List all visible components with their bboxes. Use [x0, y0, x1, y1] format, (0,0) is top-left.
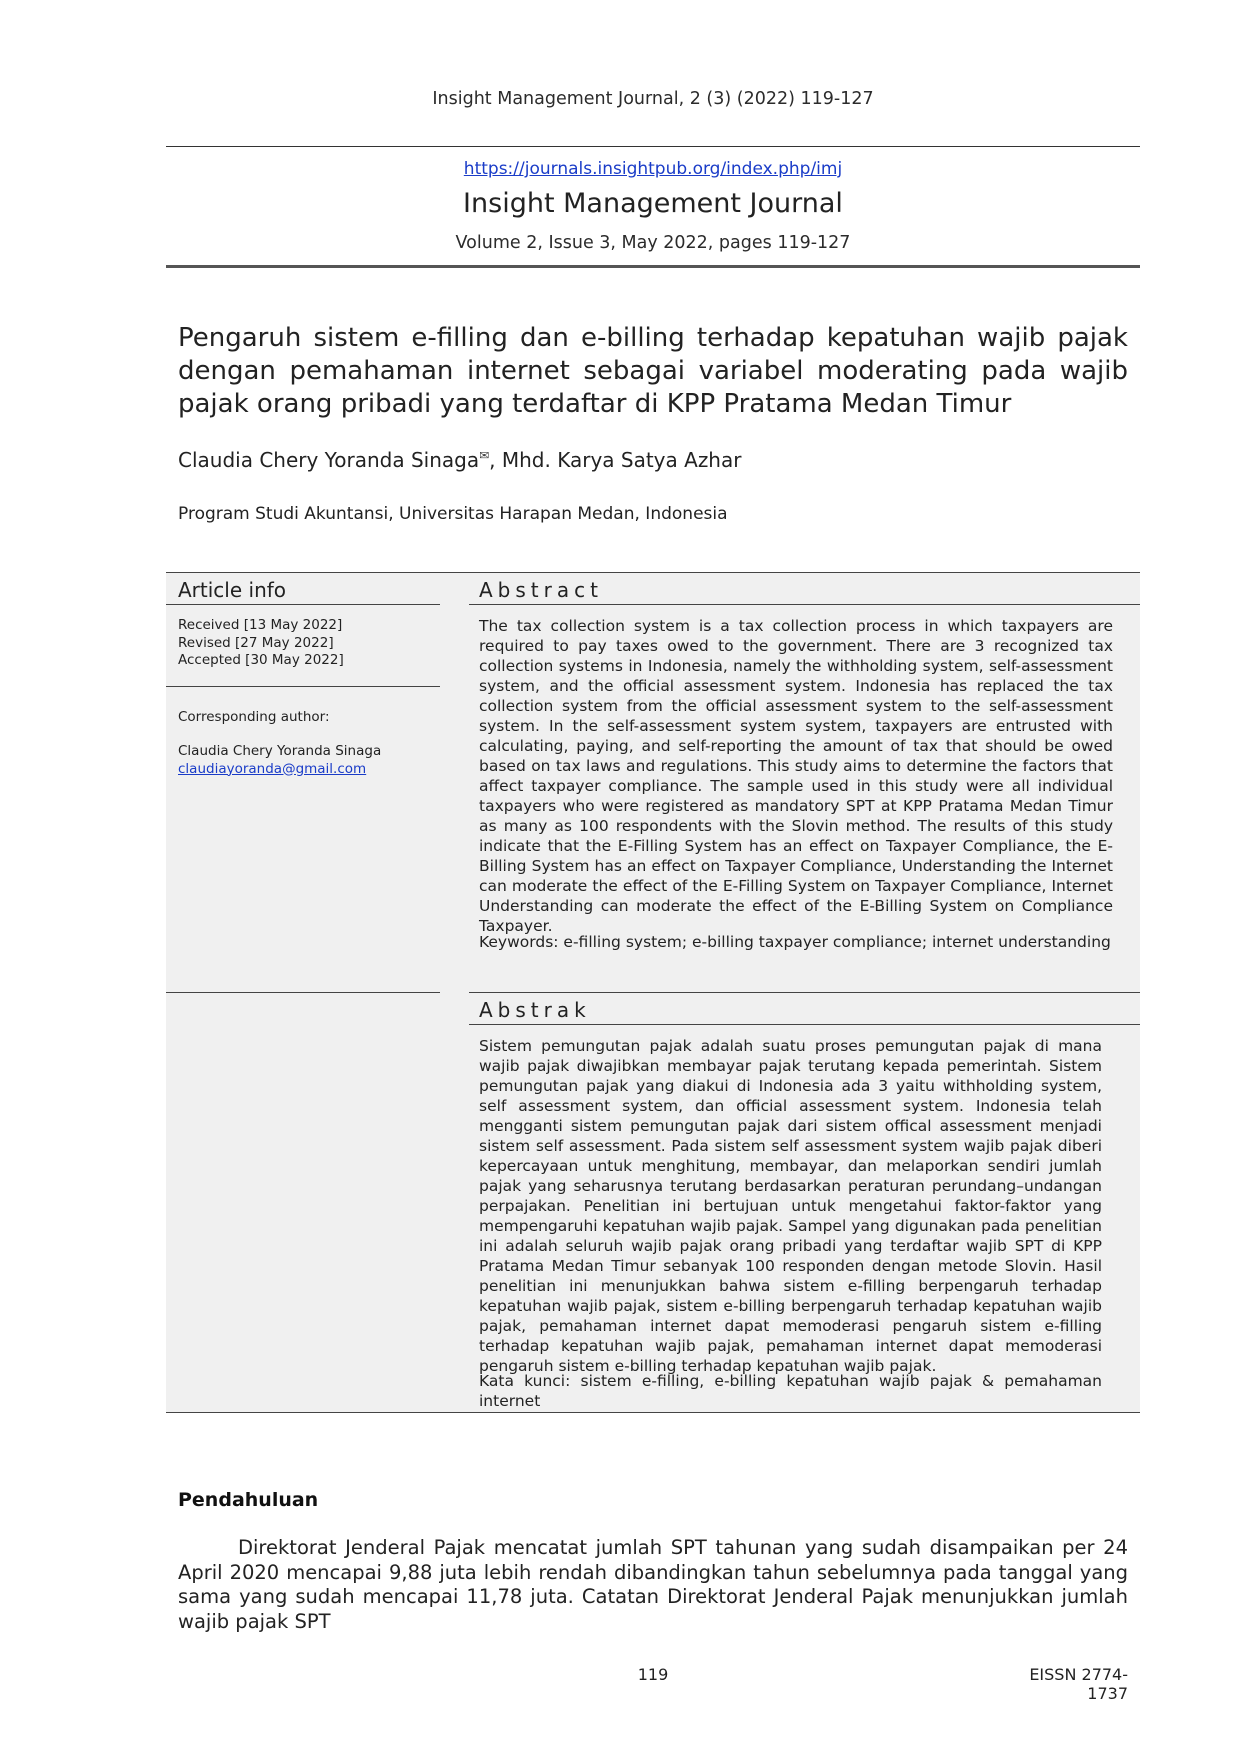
box-rule-top [166, 572, 1140, 573]
accepted-date: Accepted [30 May 2022] [178, 652, 344, 668]
box-rule-bottom [166, 1412, 1140, 1413]
journal-link[interactable]: https://journals.insightpub.org/index.php/imj [463, 159, 843, 179]
author-line [178, 448, 741, 472]
dates-rule [166, 686, 440, 687]
journal-volume: Volume 2, Issue 3, May 2022, pages 119-127 [455, 233, 851, 253]
article-title: Pengaruh sistem e-filling dan e-billing terhadap kepatuhan wajib pajak dengan pemahaman internet sebagai variabel moderating pada wajib pajak orang pribadi yang terdaftar di KPP Pratama Medan Timur [178, 323, 1128, 419]
author-1: Claudia Chery Yoranda Sinaga [178, 448, 480, 472]
abstract-rule [469, 604, 1140, 605]
abstract-text: The tax collection system is a tax collection process in which taxpayers are required to pay taxes owed to the government. There are 3 recognized tax collection systems in Indonesia, namely the withholding system, self-assessment system, and the official assessment system. Indonesia has replaced the tax collection system from the official assessment system to the self-assessment system. In the self-assessment system system, taxpayers are entrusted with calculating, paying, and self-reporting the amount of tax that should be owed based on tax laws and regulations. This study aims to determine the factors that affect taxpayer compliance. The sample used in this study were all individual taxpayers who were registered as mandatory SPT at KPP Pratama Medan Timur as many as 100 respondents with the Slovin method. The results of this study indicate that the E-Filling System has an effect on Taxpayer Compliance, the E-Billing System has an effect on Taxpayer Compliance, Understanding the Internet can moderate the effect of the E-Filling System on Taxpayer Compliance, Internet Understanding can moderate the effect of the E-Billing System on Compliance Taxpayer. [479, 617, 1113, 935]
revised-date: Revised [27 May 2022] [178, 634, 334, 651]
article-dates [178, 617, 433, 670]
corresponding-name: Claudia Chery Yoranda Sinaga [178, 743, 382, 759]
article-info-heading: Article info [178, 578, 287, 602]
abstrak-heading: Abstrak [479, 998, 591, 1022]
affiliation: Program Studi Akuntansi, Universitas Harapan Medan, Indonesia [178, 504, 728, 524]
article-info-rule [166, 604, 440, 605]
header-rule-bottom [166, 265, 1140, 268]
article-info-rule-bottom [166, 992, 440, 993]
author-2: , Mhd. Karya Satya Azhar [489, 448, 742, 472]
intro-paragraph: Direktorat Jenderal Pajak mencatat jumlah SPT tahunan yang sudah disampaikan per 24 April 2020 mencapai 9,88 juta lebih rendah dibandingkan tahun sebelumnya pada tanggal yang sama yang sudah mencapai 11,78 juta. Catatan Direktorat Jenderal Pajak menunjukkan jumlah wajib pajak SPT [178, 1536, 1128, 1633]
mail-icon: ✉ [479, 448, 490, 463]
abstrak-rule [469, 1024, 1140, 1025]
journal-url [0, 159, 1240, 179]
corresponding-author-label: Corresponding author: [178, 709, 330, 725]
abstract-keywords: Keywords: e-filling system; e-billing taxpayer compliance; internet understanding [479, 933, 1111, 951]
abstrak-keywords: Kata kunci: sistem e-filling, e-billing kepatuhan wajib pajak & pemahaman internet [479, 1372, 1102, 1410]
intro-heading: Pendahuluan [178, 1489, 319, 1511]
corresponding-email-link[interactable]: claudiayoranda@gmail.com [178, 760, 367, 777]
abstrak-text: Sistem pemungutan pajak adalah suatu proses pemungutan pajak di mana wajib pajak diwajibkan membayar pajak terutang kepada pemerintah. Sistem pemungutan pajak yang diakui di Indonesia ada 3 yaitu withholding system, self assessment system, dan official assessment system. Indonesia telah mengganti sistem pemungutan pajak dari sistem offical assessment menjadi sistem self assessment. Pada sistem self assessment system wajib pajak diberi kepercayaan untuk menghitung, membayar, dan melaporkan sendiri jumlah pajak yang seharusnya terutang berdasarkan peraturan perundang–undangan perpajakan. Penelitian ini bertujuan untuk mengetahui faktor-faktor yang mempengaruhi kepatuhan wajib pajak. Sampel yang digunakan pada penelitian ini adalah seluruh wajib pajak orang pribadi yang terdaftar wajib SPT di KPP Pratama Medan Timur sebanyak 100 responden dengan metode Slovin. Hasil penelitian ini menunjukkan bahwa sistem e-filling berpengaruh terhadap kepatuhan wajib pajak, sistem e-billing berpengaruh terhadap kepatuhan wajib pajak, pemahaman internet dapat memoderasi pengaruh sistem e-filling terhadap kepatuhan wajib pajak, pemahaman internet dapat memoderasi pengaruh sistem e-billing terhadap kepatuhan wajib pajak. [479, 1037, 1102, 1375]
eissn: EISSN 2774-1737 [1029, 1665, 1128, 1703]
received-date: Received [13 May 2022] [178, 617, 343, 633]
running-head: Insight Management Journal, 2 (3) (2022) 119-127 [432, 89, 874, 109]
journal-name: Insight Management Journal [463, 188, 843, 219]
abstrak-rule-top [469, 992, 1140, 993]
abstract-heading: Abstract [479, 578, 603, 602]
header-rule-top [166, 146, 1140, 147]
corresponding-author [178, 743, 433, 778]
page-number: 119 [637, 1665, 669, 1684]
